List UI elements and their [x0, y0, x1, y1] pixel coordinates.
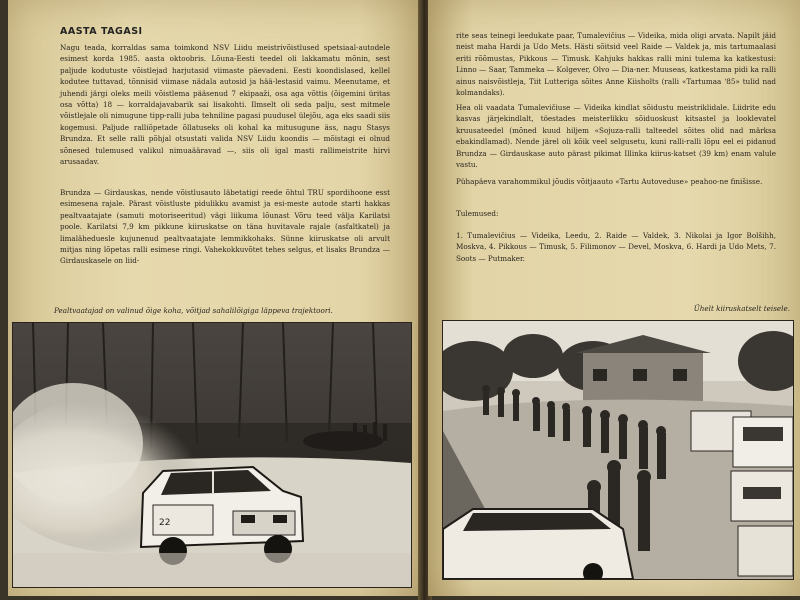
results-heading: Tulemused:: [456, 209, 499, 218]
left-paragraph-2: Brundza — Girdauskas, nende võistlusauto läbetatigi reede õhtul TRU spordihoone esst esimesena rajale. Pärast võistluste pidulikku avamist ja esi-meste autode starti hakkas pealtvaatajate (samuti motoriseeritud) vägi liikuma lõunast Võru teed välja Karilatsi poole. Karilatsi 7,9 km pikkune kiiruskatse on täna huvitavale rajale (asfaltkatel) ja limaläheduesle kujunenud pealtvaatajate lemmikkohaks. Sünne kiiruskatse oli arvult mitjas ning lõpetas ralli esimese ringi. Vahekokkuvõtet tehes selgus, et lisaks Brundza — Girdauskasele on liid-: [60, 188, 390, 266]
right-page: [428, 0, 800, 596]
right-paragraph-1: rite seas teinegi leedukate paar, Tumalevičius — Videika, mida oligi arvata. Napilt jäid neist maha Hardi ja Udo Mets. Hästi sõitsid veel Raide — Valdek ja, mis tartumaalasi eriti rõõmustas, Pikkous — Timusk. Kahjuks hakkas ralli mini tulema ka katkestusi: Linno — Saar, Tammeka — Kolgever, Olvo — Dia-ner. Muuseas, katkestama pidi ka ralli ainus naisvõistleja, Tiit Lutteriga sõites Anne Kiisholts (ralli «Tartumaa '85» tulid nad kolmandaks).: [456, 31, 776, 98]
left-photo-caption: Pealtvaatajad on valinud õige koha, võitjad sahalilõigiga läppeva trajektoori.: [54, 306, 333, 315]
rally-car-photo: [12, 322, 412, 588]
right-paragraph-2: Hea oli vaadata Tumalevičiuse — Videika kindlat sõidustu meistriklidale. Liidrite edu kasvas järjekindlalt, töestades meisterlikku sõiduoskust kitsastel ja looklevatel kruusateedel (mõned kuud hiljem «Sojuza-ralli talteedel sõites olid nad märksa ebakindlamad). Nende järel oli kõik veel selgusetu, kuni ralli-ralli lõpu eel ei pidanud Brundza — Girdauskase auto pärast pikimat Illinka kiirus-katset (39 km) enam valule vastu.: [456, 103, 776, 170]
rally-car-illustration: [13, 323, 411, 587]
spectators-illustration: [443, 321, 793, 579]
spectators-photo: [442, 320, 794, 580]
article-heading: AASTA TAGASI: [60, 26, 143, 37]
right-photo-caption: Ühelt kiiruskatselt teisele.: [693, 304, 790, 313]
right-paragraph-3: Pühapäeva varahommikul jõudis võitjaauto «Tartu Autoveduse» peahoo-ne finišisse.: [456, 177, 763, 186]
svg-text:22: 22: [159, 518, 171, 528]
results-list: 1. Tumalevičius — Videika, Leedu, 2. Raide — Valdek, 3. Nikolai ja Igor Bolšihh, Moskva, 4. Pikkous — Timusk, 5. Filimonov — Devel, Moskva, 6. Hardi ja Udo Mets, 7. Soots — Putmaker.: [456, 231, 776, 263]
left-paragraph-1: Nagu teada, korraldas sama toimkond NSV Liidu meistrivõistlused spetsiaal-autodele esimest korda 1985. aasta oktoobris. Lõuna-Eesti teedel oli lakkamatu mõnin, sest paljude kodutuste võistlejad harjutasid viimaste päevadeni. Eesti koondislased, kellel kodutee tuttavad, tõnnisid viimase nädala autosid ja hää-lestasid vaimu. Meenutame, et juhendi järgi oleks meili võistlema pääsenud 7 ekipaaži, osa aga võttis (õigemini üritas osa võtta) 18 — korraldajavabarik sai lisakohti. Ilmselt oli seda palju, sest mitmele võistlejale oli nimugune tipp-ralli juba tehniline pagasi puudusel ülejõu, aga eks saadi siis kogemusi. Paljude ralliõpetade õllatuseks oli kohal ka mitusugune äss, nagu Stasys Brundza. Et selle ralli põhjal otsustati valida NSV Liidu koondis — mõistagi ei olnud sõnesed tulemused valikul nimuaääravad —, siis oli igal masti rallimeistrite hirvi arusaadav.: [60, 43, 390, 167]
left-page: [8, 0, 422, 596]
